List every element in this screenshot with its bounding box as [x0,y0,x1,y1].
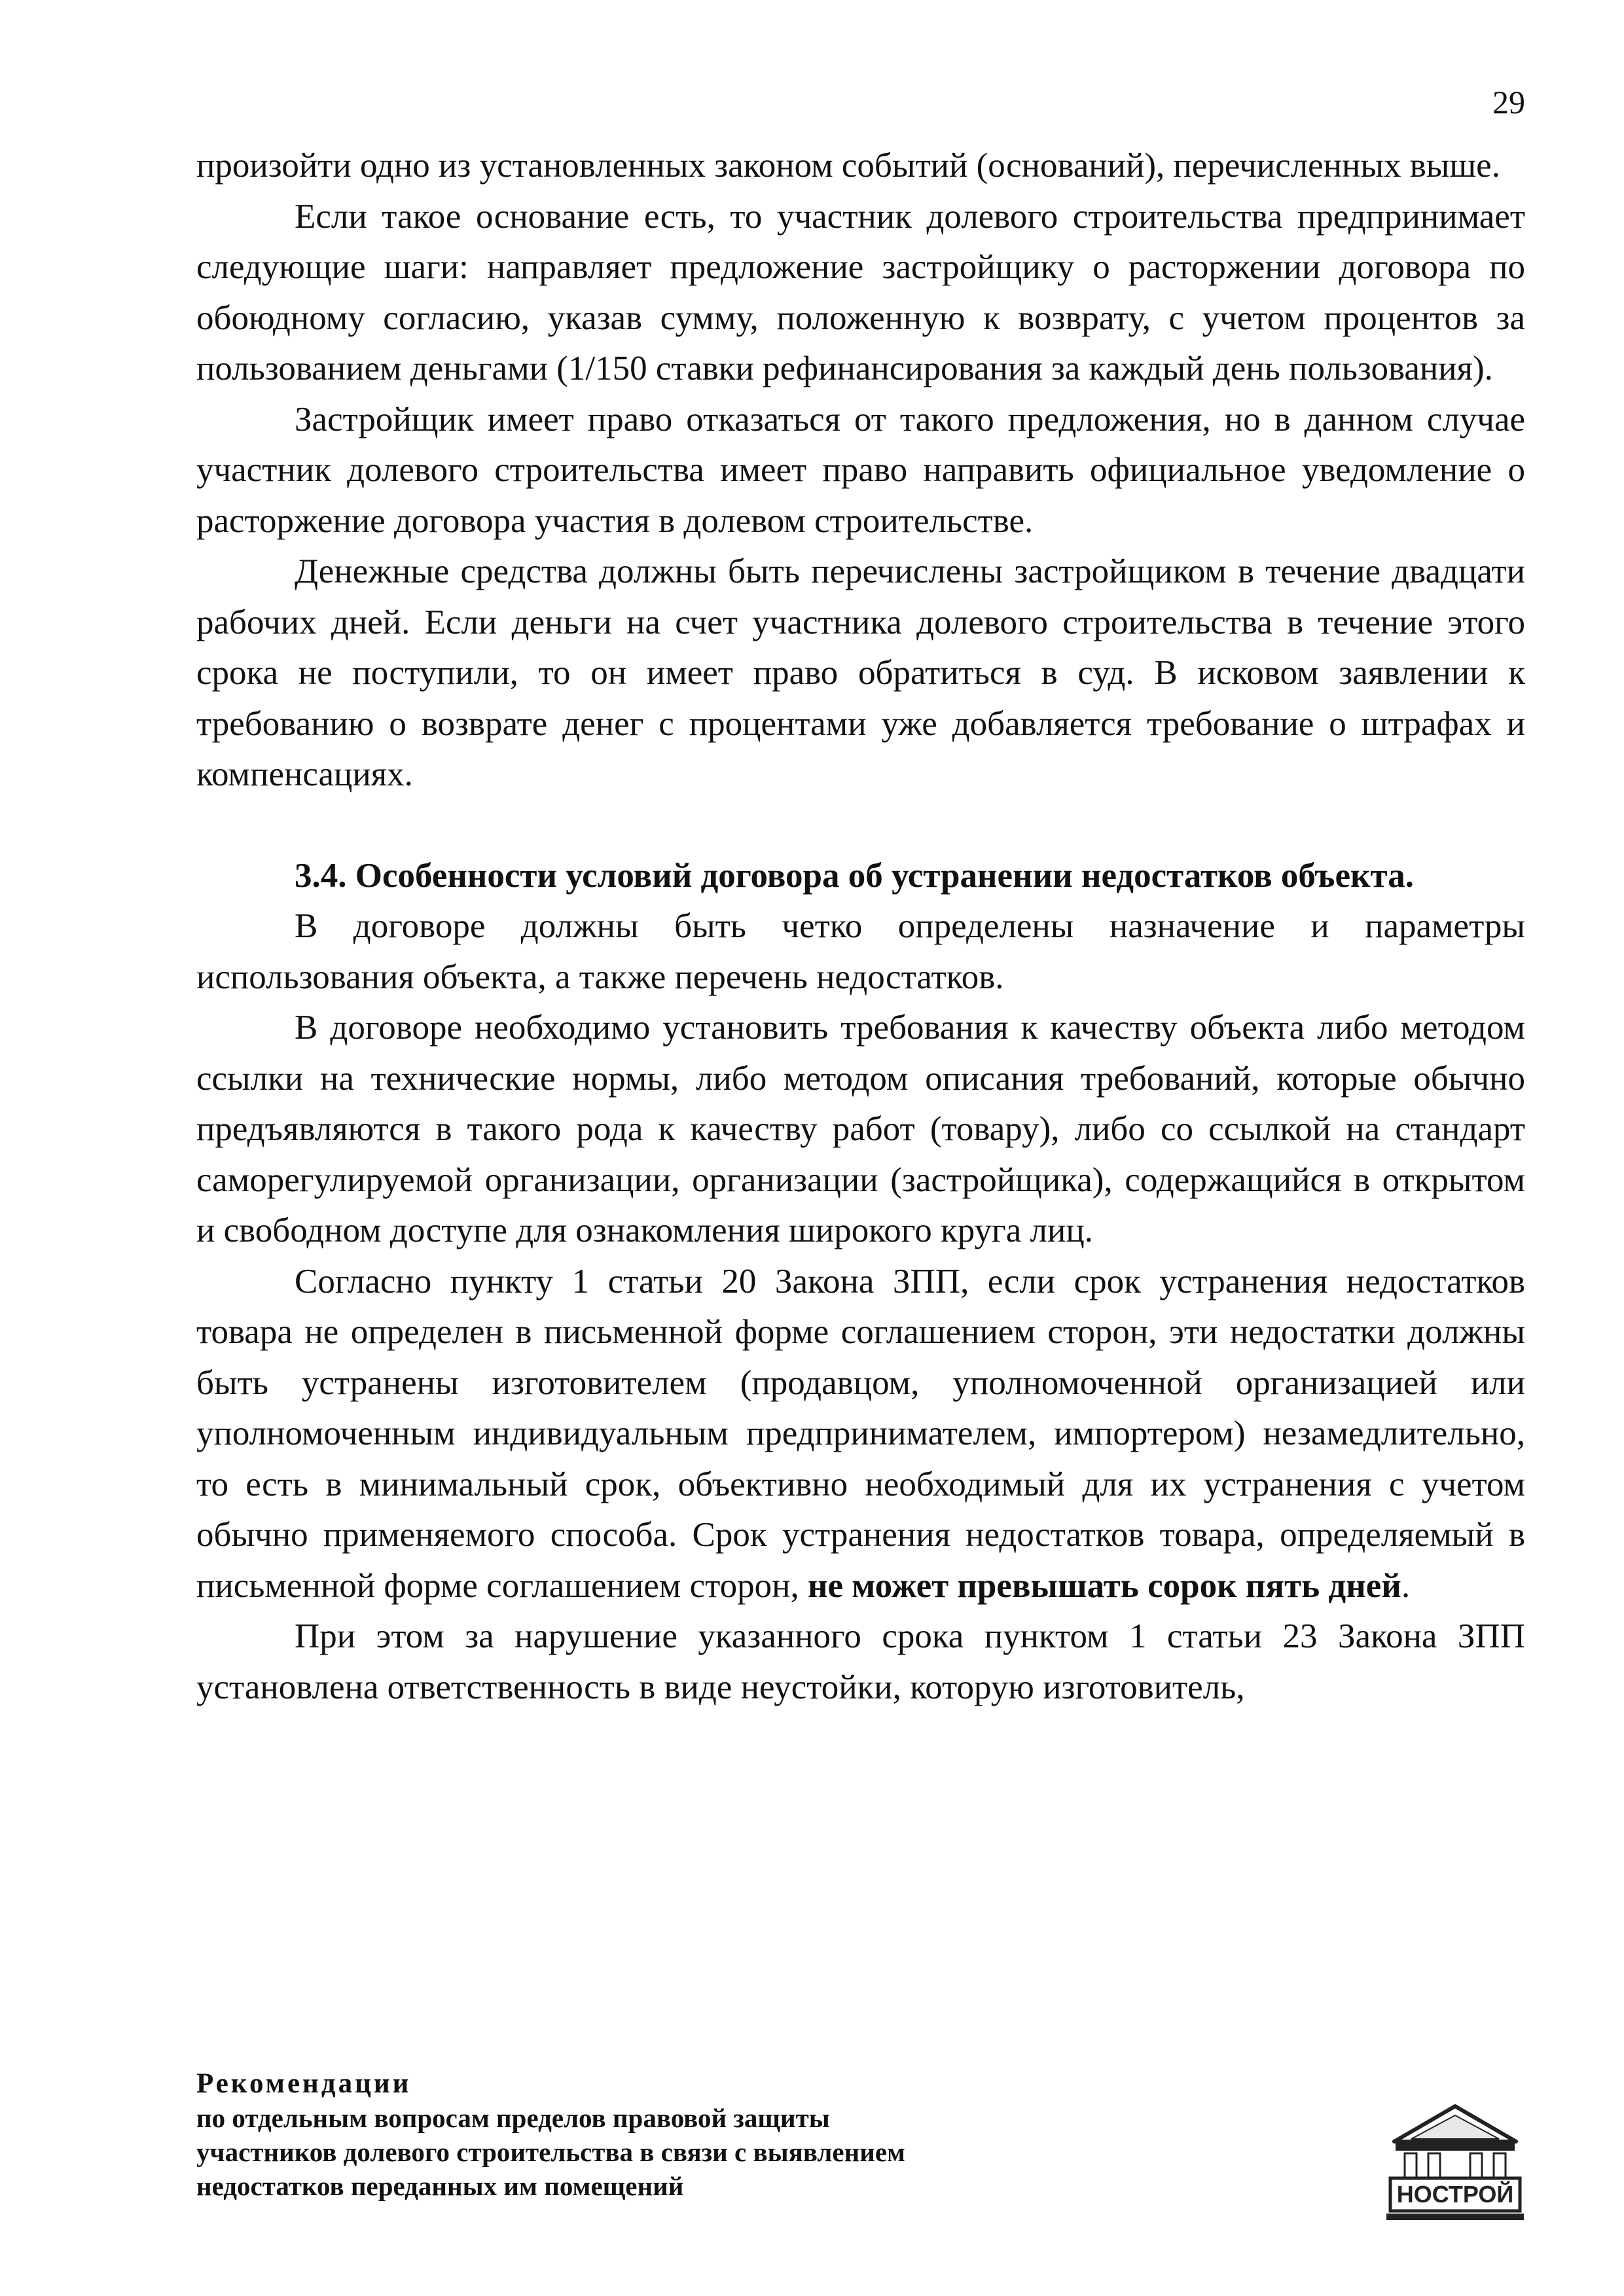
section-heading: 3.4. Особенности условий договора об устранении недостатков объекта. [295,856,1414,895]
logo-graphic [1386,2101,1524,2225]
footer [196,2067,1309,2203]
paragraph-developer-refusal: Застройщик имеет право отказаться от такого предложения, но в данном случае участник долевого строительства имеет право направить официальное уведомление о расторжение договора участия в долевом строительстве. [196,400,1525,540]
paragraph-steps: Если такое основание есть, то участник долевого строительства предпринимает следующие шаги: направляет предложение застройщику о расторжении договора по обоюдному согласию, указав сумму, положенную к возврату, с учетом процентов за пользованием деньгами (1/150 ставки рефинансирования за каждый день пользования). [196,197,1525,387]
section-paragraph-purpose: В договоре должны быть четко определены назначение и параметры использования объекта, а также перечень недостатков. [196,907,1525,996]
section-paragraph-penalty: При этом за нарушение указанного срока пунктом 1 статьи 23 Закона ЗПП установлена ответственность в виде неустойки, которую изготовитель, [196,1617,1525,1706]
deadline-text-start: Согласно пункту 1 статьи 20 Закона ЗПП, если срок устранения недостатков товара не определен в письменной форме соглашением сторон, эти недостатки должны быть устранены изготовителем (продавцом, уполномоченной организацией или уполномоченным индивидуальным предпринимателем, импортером) незамедлительно, то есть в минимальный срок, объективно необходимый для их устранения с учетом обычно применяемого способа. Срок устранения недостатков товара, определяемый в письменной форме соглашением сторон, [196,1262,1525,1605]
paragraph-continuation: произойти одно из установленных законом событий (оснований), перечисленных выше. [196,147,1500,185]
deadline-bold-text: не может превышать сорок пять дней [807,1566,1401,1605]
logo-text: НОСТРОЙ [1396,2181,1514,2208]
nostroy-building-logo-icon [1386,2101,1524,2225]
paragraph-money-return: Денежные средства должны быть перечислены застройщиком в течение двадцати рабочих дней. Если деньги на счет участника долевого строительства в течение этого срока не поступили, то он имеет право обратиться в суд. В исковом заявлении к требованию о возврате денег с процентами уже добавляется требование о штрафах и компенсациях. [196,552,1525,793]
section-paragraph-quality: В договоре необходимо установить требования к качеству объекта либо методом ссылки на технические нормы, либо методом описания требований, которые обычно предъявляются в такого рода к качеству работ (товару), либо со ссылкой на стандарт саморегулируемой организации, организации (застройщика), содержащийся в открытом и свободном доступе для ознакомления широкого круга лиц. [196,1009,1525,1249]
footer-line-2: участников долевого строительства в связи с выявлением [196,2137,905,2167]
footer-title: Рекомендации [196,2068,412,2099]
deadline-text-end: . [1401,1566,1411,1605]
page-number: 29 [1492,84,1525,120]
section-paragraph-deadline [196,1257,1525,1612]
document-body [196,141,1525,1713]
footer-line-3: недостатков переданных им помещений [196,2171,684,2201]
footer-line-1: по отдельным вопросам пределов правовой защиты [196,2103,830,2133]
